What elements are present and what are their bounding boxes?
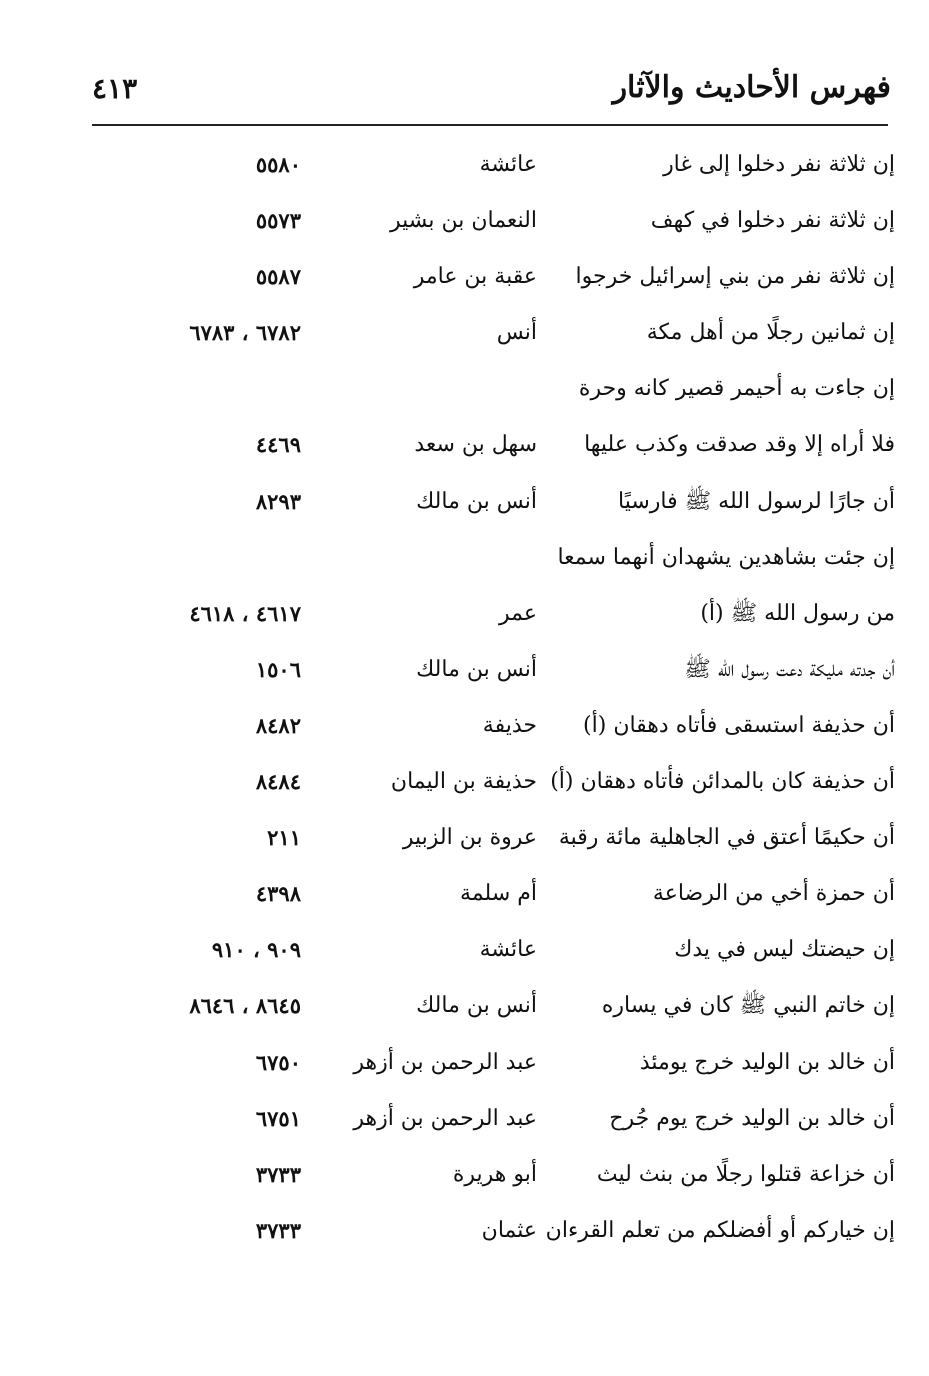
index-entry [0,1094,929,1150]
index-entry [0,701,929,757]
index-entry [0,925,929,981]
hadith-text: أن حذيفة استسقى فأتاه دهقان (أ) [583,712,895,738]
narrator-name: عقبة بن عامر [413,264,537,290]
index-entry [0,1038,929,1094]
narrator-name: أنس بن مالك [416,993,537,1019]
header-rule [92,124,888,126]
hadith-text: إن حيضتك ليس في يدك [674,937,895,963]
hadith-numbers: ٨٦٤٥ ، ٨٦٤٦ [189,993,301,1019]
narrator-name: أنس بن مالك [416,488,537,514]
hadith-text: أن حمزة أخي من الرضاعة [652,881,895,907]
hadith-text: أن خالد بن الوليد خرج يوم جُرح [609,1105,895,1131]
narrator-name: أبو هريرة [452,1161,537,1187]
hadith-numbers: ٥٥٧٣ [255,208,301,234]
hadith-text: إن ثمانين رجلًا من أهل مكة [646,320,895,346]
hadith-text: أن حذيفة كان بالمدائن فأتاه دهقان (أ) [550,769,895,795]
index-entry [0,645,929,701]
hadith-numbers: ٢١١ [267,825,301,851]
narrator-name: النعمان بن بشير [389,208,537,234]
narrator-name: عبد الرحمن بن أزهر [353,1049,537,1075]
hadith-text: أن خالد بن الوليد خرج يومئذ [639,1049,895,1075]
hadith-text: إن جئت بشاهدين يشهدان أنهما سمعا [557,544,895,570]
hadith-text: أن حكيمًا أعتق في الجاهلية مائة رقبة [558,825,895,851]
index-entry [0,869,929,925]
hadith-numbers: ٣٧٣٣ [255,1161,301,1187]
page-title: فهرس الأحاديث والآثار [612,70,891,105]
hadith-numbers: ٨٤٨٢ [255,712,301,738]
narrator-name: عثمان [481,1217,537,1243]
page-number: ٤١٣ [92,72,138,105]
narrator-name: سهل بن سعد [414,432,537,458]
hadith-numbers: ٦٧٥١ [255,1105,301,1131]
index-entries [0,140,929,1262]
index-entry [0,1150,929,1206]
index-entry [0,589,929,645]
index-entry [0,533,929,589]
hadith-text: أن جارًا لرسول الله ﷺ فارسيًا [618,488,895,514]
narrator-name: أنس [496,320,537,346]
hadith-text: إن ثلاثة نفر دخلوا في كهف [650,208,895,234]
narrator-name: عائشة [479,937,537,963]
hadith-numbers: ٩٠٩ ، ٩١٠ [211,937,301,963]
narrator-name: عمر [499,600,537,626]
index-entry [0,196,929,252]
index-entry [0,308,929,364]
hadith-text: إن خياركم أو أفضلكم من تعلم القرءان [545,1217,895,1243]
index-entry [0,981,929,1037]
hadith-text: فلا أراه إلا وقد صدقت وكذب عليها [584,432,895,458]
index-entry [0,757,929,813]
hadith-numbers: ٦٧٥٠ [255,1049,301,1075]
narrator-name: عائشة [479,152,537,177]
hadith-text: أن جدته مليكة دعت رسول الله ﷺ [684,656,895,682]
hadith-numbers: ٨٢٩٣ [255,488,301,514]
index-entry [0,420,929,476]
hadith-numbers: ٥٥٨٧ [255,264,301,290]
index-entry [0,364,929,420]
hadith-text: إن ثلاثة نفر من بني إسرائيل خرجوا [575,264,895,290]
hadith-numbers: ٨٤٨٤ [255,769,301,795]
narrator-name: حذيفة بن اليمان [390,769,537,795]
hadith-numbers: ٤٣٩٨ [255,881,301,907]
hadith-text: إن ثلاثة نفر دخلوا إلى غار [663,152,895,177]
hadith-numbers: ١٥٠٦ [255,656,301,682]
hadith-text: أن خزاعة قتلوا رجلًا من بنث ليث [596,1161,895,1187]
hadith-text: إن خاتم النبي ﷺ كان في يساره [601,993,895,1019]
narrator-name: أم سلمة [460,881,537,907]
hadith-numbers: ٦٧٨٢ ، ٦٧٨٣ [189,320,301,346]
index-entry [0,813,929,869]
index-entry [0,1206,929,1262]
index-entry [0,140,929,196]
hadith-text: إن جاءت به أحيمر قصير كانه وحرة [578,376,895,402]
narrator-name: أنس بن مالك [416,656,537,682]
hadith-numbers: ٣٧٣٣ [255,1217,301,1243]
narrator-name: عروة بن الزبير [402,825,537,851]
hadith-numbers: ٤٤٦٩ [255,432,301,458]
index-entry [0,477,929,533]
hadith-text: من رسول الله ﷺ (أ) [700,600,895,626]
narrator-name: عبد الرحمن بن أزهر [353,1105,537,1131]
narrator-name: حذيفة [482,712,537,738]
hadith-numbers: ٤٦١٧ ، ٤٦١٨ [189,600,301,626]
index-entry [0,252,929,308]
hadith-numbers: ٥٥٨٠ [255,152,301,177]
